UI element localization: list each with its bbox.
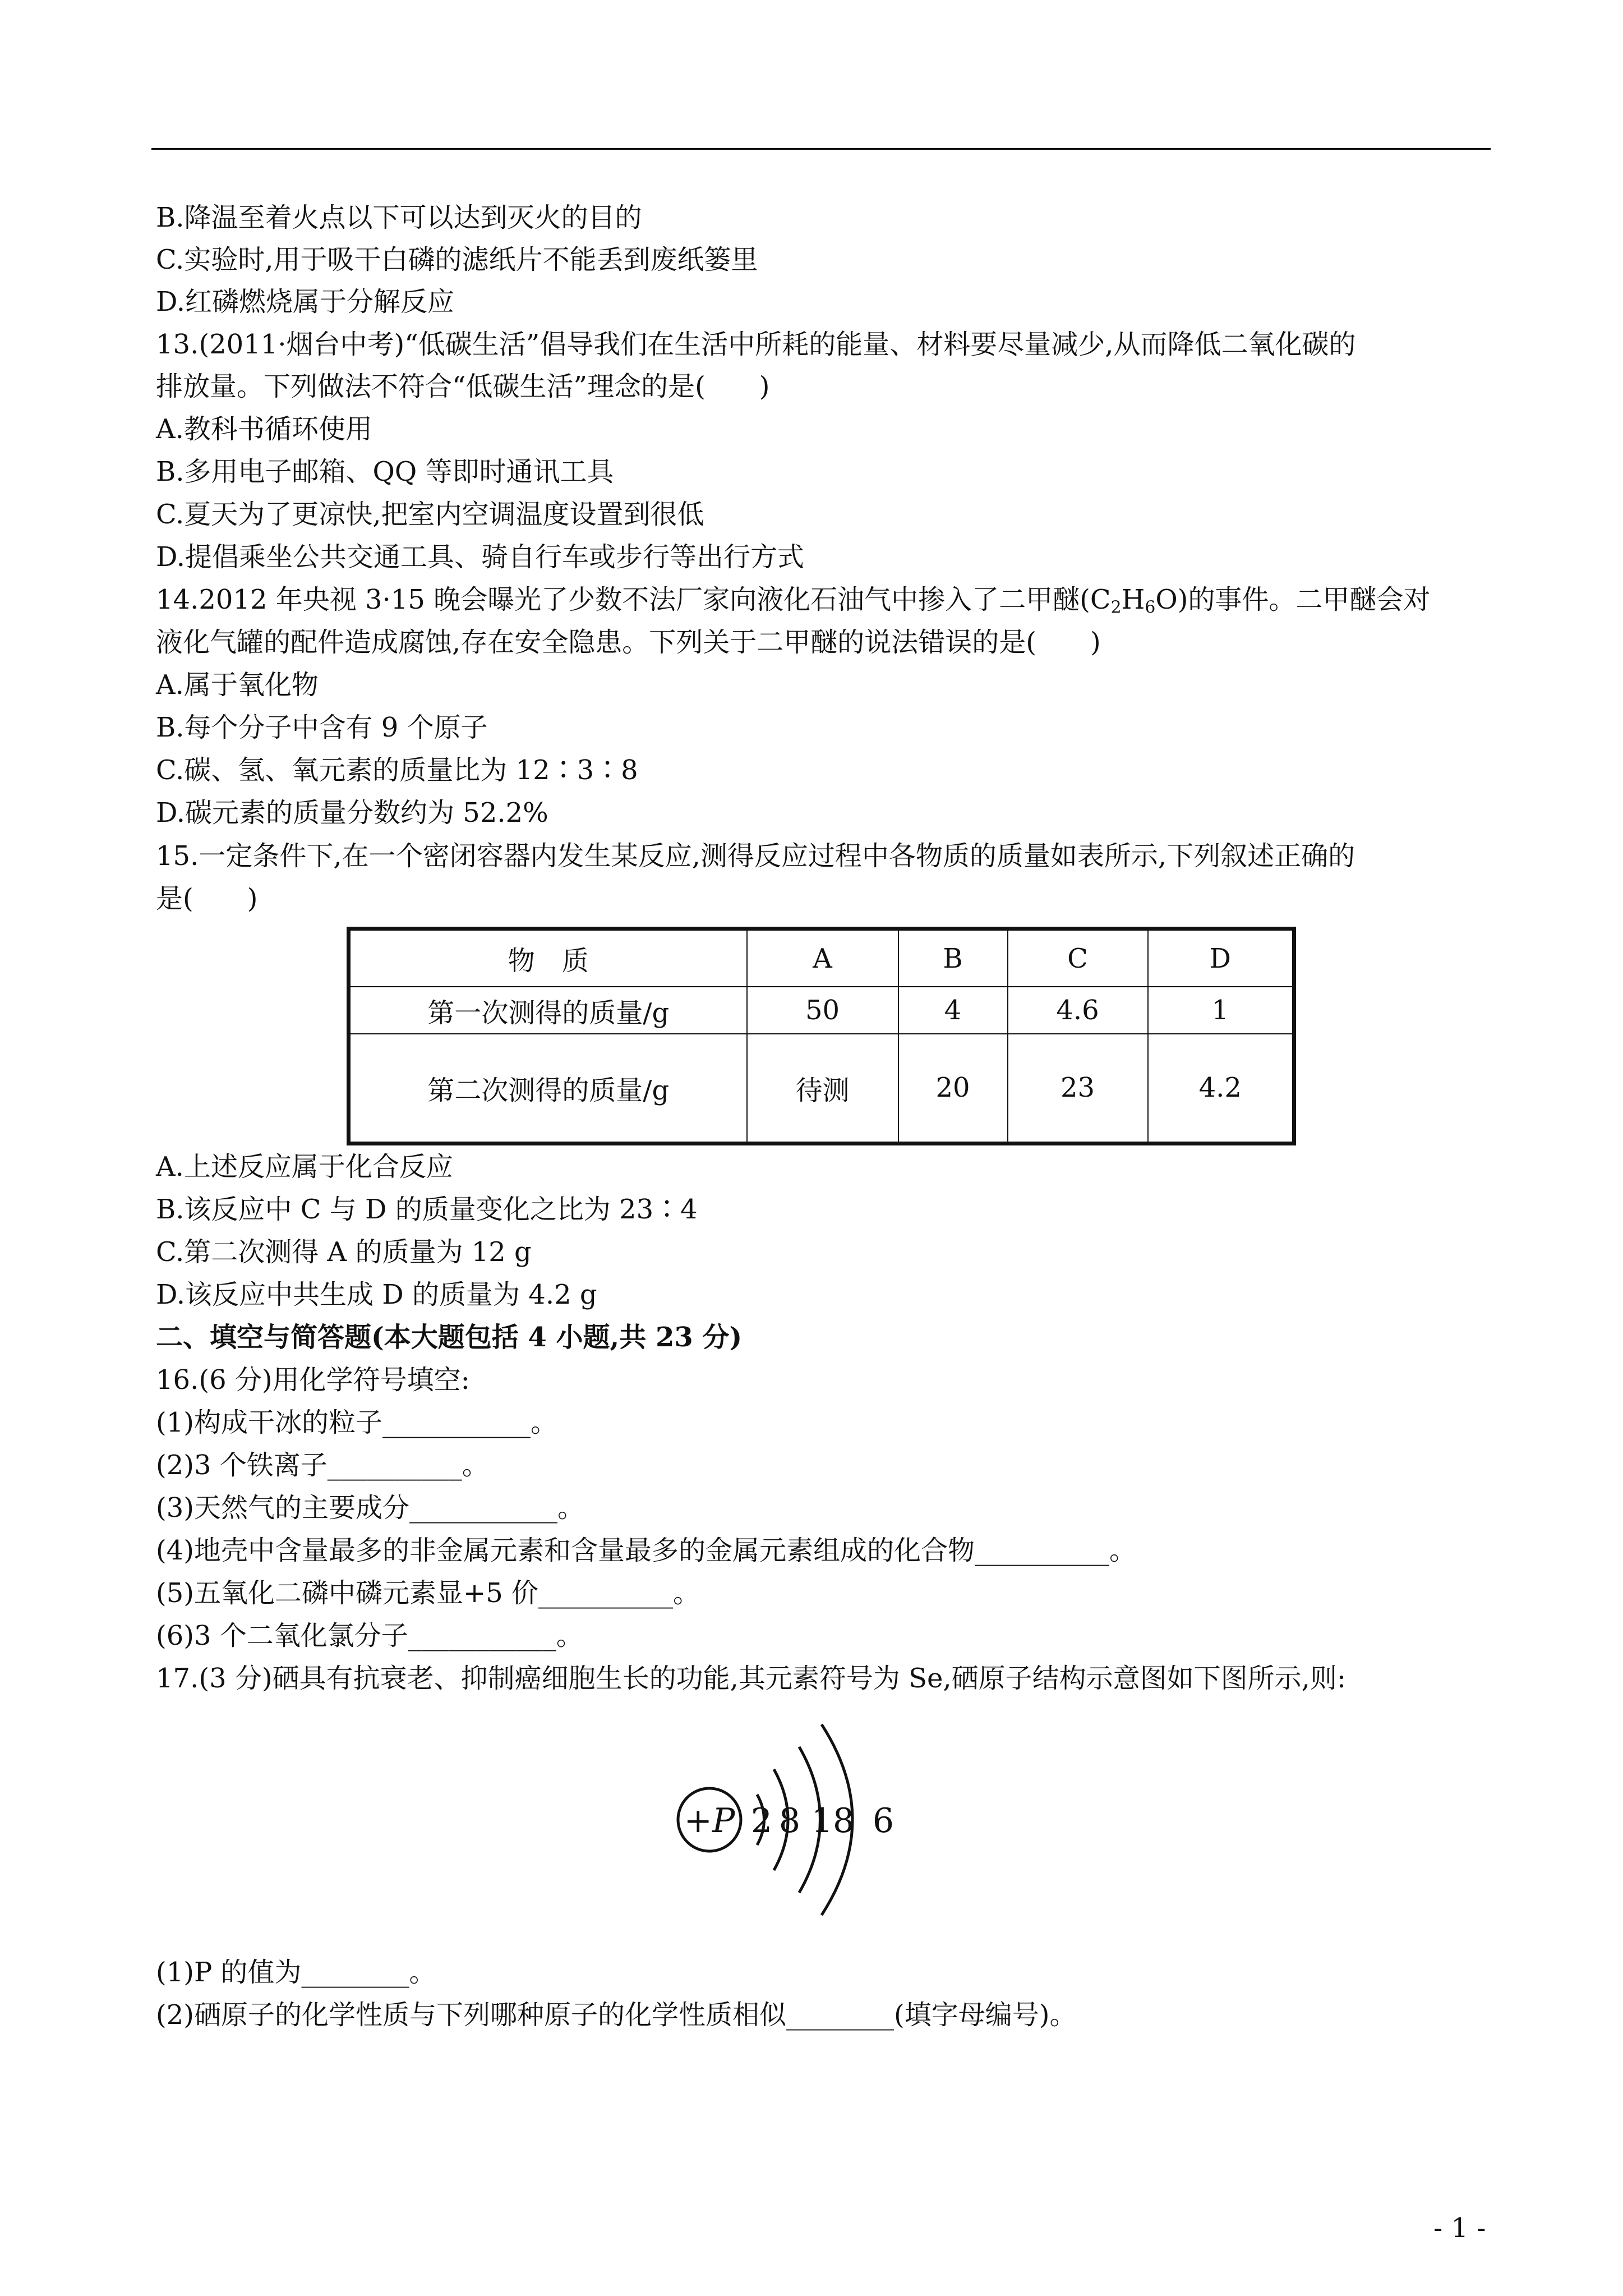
q14-subscript-c: 2 <box>1110 597 1122 618</box>
table-header-cell: D <box>1148 929 1294 987</box>
table-cell: 待测 <box>747 1034 898 1144</box>
q17-item-2: (2)硒原子的化学性质与下列哪种原子的化学性质相似________(填字母编号)。 <box>156 1999 1077 2031</box>
q14-stem-line1 <box>156 583 1430 616</box>
q13-option-a: A.教科书循环使用 <box>156 413 372 445</box>
table-header-cell: 物 质 <box>349 929 747 987</box>
q16-item-2: (2)3 个铁离子__________。 <box>156 1450 489 1481</box>
q14-text-h: H <box>1121 584 1145 615</box>
mass-table <box>347 927 1296 1145</box>
table-cell: 4.2 <box>1148 1034 1294 1144</box>
table-cell: 20 <box>898 1034 1008 1144</box>
q12-option-c: C.实验时,用于吸干白磷的滤纸片不能丢到废纸篓里 <box>156 244 758 275</box>
table-cell: 50 <box>747 987 898 1034</box>
q14-option-b: B.每个分子中含有 9 个原子 <box>156 712 488 743</box>
shell-electron-count: 8 <box>778 1801 801 1841</box>
table-header-cell: C <box>1008 929 1148 987</box>
q14-option-c: C.碳、氢、氧元素的质量比为 12∶3∶8 <box>156 754 638 786</box>
q14-option-d: D.碳元素的质量分数约为 52.2% <box>156 797 548 829</box>
q13-stem-line2: 排放量。下列做法不符合“低碳生活”理念的是( ) <box>156 371 770 402</box>
q15-option-c: C.第二次测得 A 的质量为 12 g <box>156 1236 532 1268</box>
table-cell: 4.6 <box>1008 987 1148 1034</box>
q13-option-c: C.夏天为了更凉快,把室内空调温度设置到很低 <box>156 499 704 530</box>
table-row <box>349 1034 1294 1144</box>
q16-item-5: (5)五氧化二磷中磷元素显+5 价__________。 <box>156 1577 700 1609</box>
table-cell: 23 <box>1008 1034 1148 1144</box>
header-rule <box>151 148 1491 150</box>
q13-option-b: B.多用电子邮箱、QQ 等即时通讯工具 <box>156 456 614 487</box>
shell-electron-count: 2 <box>750 1801 773 1841</box>
q14-text-pre: 14.2012 年央视 3·15 晚会曝光了少数不法厂家向液化石油气中掺入了二甲醚(C <box>156 584 1111 615</box>
q14-option-a: A.属于氧化物 <box>156 669 319 701</box>
q15-stem-line2: 是( ) <box>156 883 258 914</box>
q15-option-a: A.上述反应属于化合反应 <box>156 1151 453 1182</box>
page-number: - 1 - <box>1433 2212 1486 2244</box>
section-two-heading: 二、填空与简答题(本大题包括 4 小题,共 23 分) <box>156 1322 743 1353</box>
q17-item-1: (1)P 的值为________。 <box>156 1957 436 1988</box>
q12-option-d: D.红磷燃烧属于分解反应 <box>156 286 455 318</box>
table-cell: 第一次测得的质量/g <box>349 987 747 1034</box>
q16-item-1: (1)构成干冰的粒子___________。 <box>156 1407 557 1438</box>
shell-electron-count: 18 <box>811 1801 855 1841</box>
q17-stem: 17.(3 分)硒具有抗衰老、抑制癌细胞生长的功能,其元素符号为 Se,硒原子结构示意图如下图所示,则: <box>156 1663 1347 1694</box>
q15-option-b: B.该反应中 C 与 D 的质量变化之比为 23∶4 <box>156 1194 698 1225</box>
q14-text-post: O)的事件。二甲醚会对 <box>1155 584 1431 615</box>
q14-stem-line2: 液化气罐的配件造成腐蚀,存在安全隐患。下列关于二甲醚的说法错误的是( ) <box>156 627 1101 658</box>
selenium-atom-structure-diagram <box>673 1708 965 1921</box>
nucleus-label: +P <box>684 1801 735 1841</box>
q14-subscript-h: 6 <box>1145 597 1156 618</box>
table-header-cell: A <box>747 929 898 987</box>
table-header-cell: B <box>898 929 1008 987</box>
q16-item-6: (6)3 个二氧化氯分子___________。 <box>156 1620 583 1651</box>
q12-option-b: B.降温至着火点以下可以达到灭火的目的 <box>156 202 642 233</box>
q13-stem-line1: 13.(2011·烟台中考)“低碳生活”倡导我们在生活中所耗的能量、材料要尽量减少,从而降低二氧化碳的 <box>156 329 1356 360</box>
table-cell: 第二次测得的质量/g <box>349 1034 747 1144</box>
table-header-row <box>349 929 1294 987</box>
q16-stem: 16.(6 分)用化学符号填空: <box>156 1364 470 1396</box>
shell-electron-count: 6 <box>872 1801 895 1841</box>
q16-item-3: (3)天然气的主要成分___________。 <box>156 1492 584 1524</box>
table-cell: 4 <box>898 987 1008 1034</box>
table-row <box>349 987 1294 1034</box>
q16-item-4: (4)地壳中含量最多的非金属元素和含量最多的金属元素组成的化合物__________。 <box>156 1535 1136 1566</box>
q13-option-d: D.提倡乘坐公共交通工具、骑自行车或步行等出行方式 <box>156 541 805 573</box>
q15-stem-line1: 15.一定条件下,在一个密闭容器内发生某反应,测得反应过程中各物质的质量如表所示,下列叙述正确的 <box>156 840 1355 872</box>
q15-option-d: D.该反应中共生成 D 的质量为 4.2 g <box>156 1279 597 1310</box>
table-cell: 1 <box>1148 987 1294 1034</box>
